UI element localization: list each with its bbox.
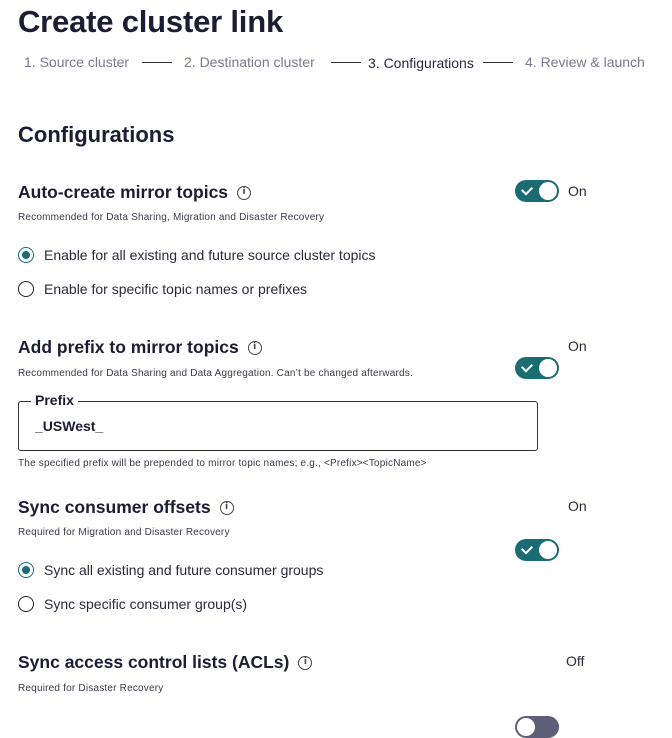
offsets-heading [18, 497, 234, 518]
check-icon [521, 183, 533, 195]
radio-label: Enable for all existing and future source cluster topics [44, 247, 376, 263]
prefix-field-label: Prefix [31, 392, 78, 408]
acls-subtitle: Required for Disaster Recovery [18, 683, 164, 694]
radio-label: Sync all existing and future consumer groups [44, 562, 324, 578]
step-connector [483, 62, 513, 63]
step-connector [331, 62, 361, 63]
auto-create-subtitle: Recommended for Data Sharing, Migration and Disaster Recovery [18, 212, 325, 223]
acls-toggle[interactable] [515, 716, 559, 738]
offsets-subtitle: Required for Migration and Disaster Recovery [18, 527, 230, 538]
page-title: Create cluster link [18, 4, 283, 39]
acls-title: Sync access control lists (ACLs) [18, 652, 290, 672]
step-source-cluster[interactable]: 1. Source cluster [24, 54, 130, 70]
auto-create-title: Auto-create mirror topics [18, 182, 229, 202]
check-icon [521, 542, 533, 554]
auto-create-heading [18, 182, 251, 203]
radio-label: Sync specific consumer group(s) [44, 596, 248, 612]
radio-label: Enable for specific topic names or prefixes [44, 281, 308, 297]
radio-option-specific-topics[interactable] [18, 281, 307, 297]
info-icon[interactable]: i [237, 186, 251, 200]
radio-option-specific-consumer-groups[interactable] [18, 596, 247, 612]
section-title: Configurations [18, 122, 175, 147]
prefix-subtitle: Recommended for Data Sharing and Data Aggregation. Can’t be changed afterwards. [18, 368, 413, 379]
info-icon[interactable]: i [248, 341, 262, 355]
prefix-toggle[interactable] [515, 357, 559, 379]
info-icon[interactable]: i [220, 501, 234, 515]
radio-option-all-topics[interactable] [18, 247, 376, 263]
radio-unchecked-icon[interactable] [18, 281, 34, 297]
prefix-heading [18, 337, 262, 358]
auto-create-toggle-state: On [568, 183, 587, 199]
info-icon[interactable]: i [298, 656, 312, 670]
offsets-title: Sync consumer offsets [18, 497, 211, 517]
toggle-knob [539, 359, 557, 377]
radio-checked-icon[interactable] [18, 562, 34, 578]
check-icon [521, 360, 533, 372]
radio-option-all-consumer-groups[interactable] [18, 562, 323, 578]
auto-create-toggle[interactable] [515, 180, 559, 202]
prefix-input[interactable] [35, 418, 475, 434]
prefix-helper-text: The specified prefix will be prepended to mirror topic names; e.g., <Prefix><TopicName> [18, 458, 427, 469]
offsets-toggle-state: On [568, 498, 587, 514]
prefix-title: Add prefix to mirror topics [18, 337, 239, 357]
offsets-toggle[interactable] [515, 539, 559, 561]
toggle-knob [539, 541, 557, 559]
step-destination-cluster[interactable]: 2. Destination cluster [184, 54, 315, 70]
step-review-launch[interactable]: 4. Review & launch [525, 54, 645, 70]
radio-checked-icon[interactable] [18, 247, 34, 263]
step-configurations[interactable]: 3. Configurations [368, 55, 474, 71]
prefix-toggle-state: On [568, 338, 587, 354]
acls-toggle-state: Off [566, 653, 585, 669]
toggle-knob [539, 182, 557, 200]
step-connector [142, 62, 172, 63]
acls-heading [18, 652, 312, 673]
radio-unchecked-icon[interactable] [18, 596, 34, 612]
toggle-knob [517, 718, 535, 736]
